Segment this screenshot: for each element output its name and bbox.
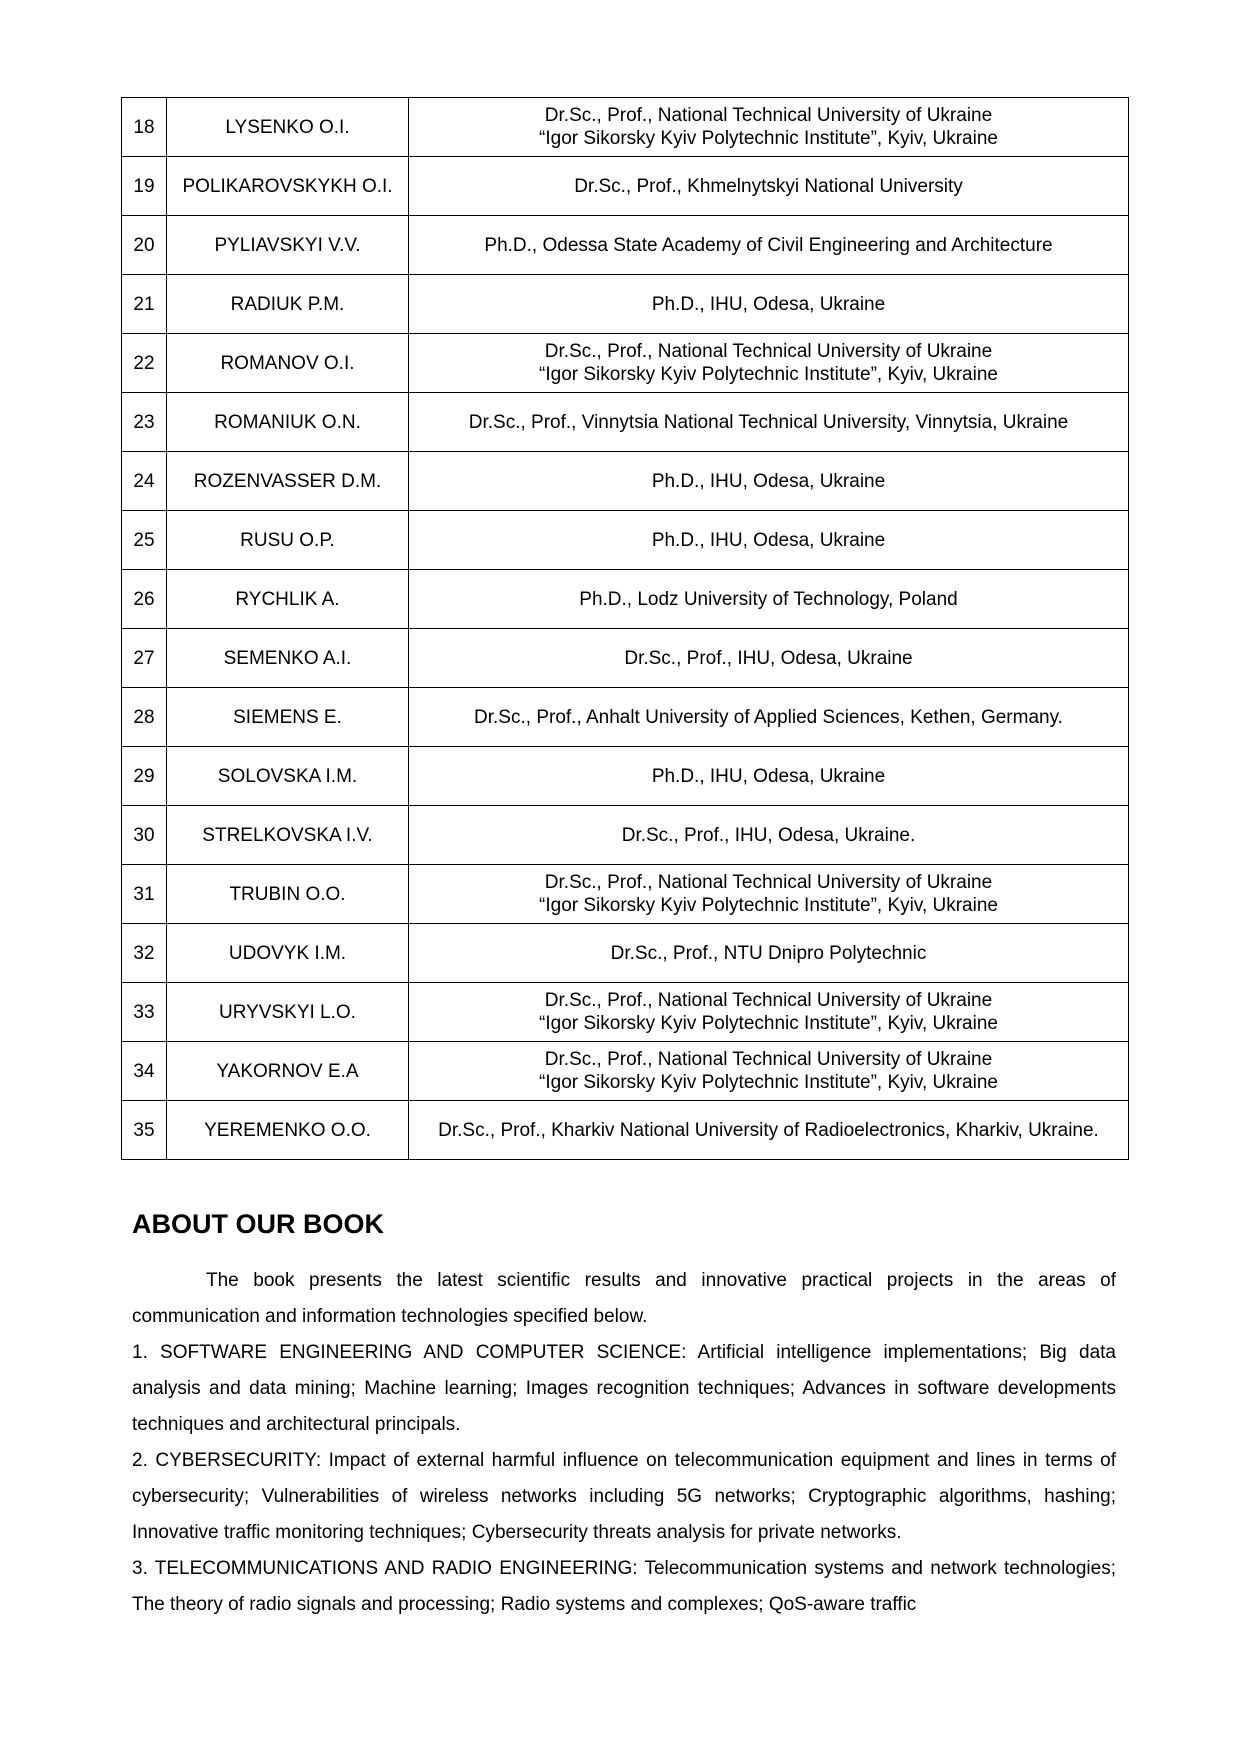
reviewer-name: SEMENKO A.I. [167,629,409,688]
row-number: 22 [122,334,167,393]
reviewer-affiliation [409,98,1129,157]
row-number: 21 [122,275,167,334]
table-row [122,157,1129,216]
row-number: 19 [122,157,167,216]
reviewer-name: YEREMENKO O.O. [167,1101,409,1160]
row-number: 26 [122,570,167,629]
reviewer-affiliation [409,157,1129,216]
reviewers-table [121,97,1129,1160]
reviewer-name: YAKORNOV E.A [167,1042,409,1101]
affiliation-line: Dr.Sc., Prof., National Technical University of Ukraine [544,1049,993,1070]
reviewer-affiliation [409,570,1129,629]
reviewers-table-body [122,98,1129,1160]
row-number: 34 [122,1042,167,1101]
table-row [122,1042,1129,1101]
row-number: 23 [122,393,167,452]
reviewer-name: TRUBIN O.O. [167,865,409,924]
reviewer-name: ROZENVASSER D.M. [167,452,409,511]
row-number: 33 [122,983,167,1042]
affiliation-line: Ph.D., Odessa State Academy of Civil Engineering and Architecture [484,234,1053,256]
reviewer-name: PYLIAVSKYI V.V. [167,216,409,275]
table-row [122,570,1129,629]
affiliation-line: Dr.Sc., Prof., National Technical University of Ukraine [544,105,993,126]
reviewer-affiliation [409,747,1129,806]
table-row [122,393,1129,452]
reviewer-affiliation [409,334,1129,393]
affiliation-line: Dr.Sc., Prof., Vinnytsia National Technical University, Vinnytsia, Ukraine [468,411,1069,433]
affiliation-line: Dr.Sc., Prof., IHU, Odesa, Ukraine [624,647,913,669]
reviewer-affiliation [409,806,1129,865]
reviewer-affiliation [409,452,1129,511]
reviewer-affiliation [409,1101,1129,1160]
table-row [122,806,1129,865]
reviewer-name: SOLOVSKA I.M. [167,747,409,806]
affiliation-line: Ph.D., IHU, Odesa, Ukraine [651,529,886,551]
affiliation-line: “Igor Sikorsky Kyiv Polytechnic Institute”, Kyiv, Ukraine [539,128,998,149]
table-row [122,334,1129,393]
topic-paragraph-software: 1. SOFTWARE ENGINEERING AND COMPUTER SCIENCE: Artificial intelligence implementations; Big data analysis and data mining; Machine learning; Images recognition techniques; Advances in software developments techniques and architectural principals. [132,1342,1116,1435]
table-row [122,216,1129,275]
row-number: 18 [122,98,167,157]
reviewer-name: STRELKOVSKA I.V. [167,806,409,865]
affiliation-line: Dr.Sc., Prof., Anhalt University of Applied Sciences, Kethen, Germany. [474,706,1063,728]
table-row [122,688,1129,747]
affiliation-line: “Igor Sikorsky Kyiv Polytechnic Institute”, Kyiv, Ukraine [539,364,998,385]
table-row [122,98,1129,157]
reviewer-affiliation [409,393,1129,452]
row-number: 24 [122,452,167,511]
reviewer-name: UDOVYK I.M. [167,924,409,983]
reviewer-name: SIEMENS E. [167,688,409,747]
row-number: 35 [122,1101,167,1160]
row-number: 20 [122,216,167,275]
affiliation-line: Dr.Sc., Prof., National Technical University of Ukraine [544,341,993,362]
reviewer-affiliation [409,924,1129,983]
table-row [122,452,1129,511]
affiliation-line: “Igor Sikorsky Kyiv Polytechnic Institute”, Kyiv, Ukraine [539,1072,998,1093]
reviewer-affiliation [409,1042,1129,1101]
reviewer-name: URYVSKYI L.O. [167,983,409,1042]
intro-paragraph: The book presents the latest scientific results and innovative practical projects in the areas of communication and information technologies specified below. [132,1270,1116,1327]
table-row [122,747,1129,806]
table-row [122,1101,1129,1160]
reviewer-affiliation [409,629,1129,688]
affiliation-line: Dr.Sc., Prof., IHU, Odesa, Ukraine. [621,824,916,846]
row-number: 25 [122,511,167,570]
topic-paragraph-cybersecurity: 2. CYBERSECURITY: Impact of external harmful influence on telecommunication equipment and lines in terms of cybersecurity; Vulnerabilities of wireless networks including 5G networks; Cryptographic algorithms, hashing; Innovative traffic monitoring techniques; Cybersecurity threats analysis for private networks. [132,1450,1116,1543]
topic-paragraph-telecom: 3. TELECOMMUNICATIONS AND RADIO ENGINEERING: Telecommunication systems and network technologies; The theory of radio signals and processing; Radio systems and complexes; QoS-aware traffic [132,1558,1116,1615]
table-row [122,865,1129,924]
affiliation-line: Dr.Sc., Prof., NTU Dnipro Polytechnic [610,942,927,964]
reviewer-affiliation [409,865,1129,924]
affiliation-line: “Igor Sikorsky Kyiv Polytechnic Institute”, Kyiv, Ukraine [539,895,998,916]
affiliation-line: Ph.D., IHU, Odesa, Ukraine [651,293,886,315]
row-number: 30 [122,806,167,865]
row-number: 32 [122,924,167,983]
affiliation-line: Ph.D., IHU, Odesa, Ukraine [651,470,886,492]
table-row [122,983,1129,1042]
affiliation-line: Dr.Sc., Prof., Khmelnytskyi National University [574,175,963,197]
affiliation-line: Dr.Sc., Prof., National Technical University of Ukraine [544,872,993,893]
reviewer-affiliation [409,216,1129,275]
reviewer-name: POLIKAROVSKYKH O.I. [167,157,409,216]
table-row [122,275,1129,334]
affiliation-line: Ph.D., IHU, Odesa, Ukraine [651,765,886,787]
reviewer-affiliation [409,983,1129,1042]
row-number: 28 [122,688,167,747]
table-row [122,511,1129,570]
affiliation-line: Dr.Sc., Prof., Kharkiv National University of Radioelectronics, Kharkiv, Ukraine. [438,1119,1099,1141]
about-body [132,1263,1116,1623]
affiliation-line: Dr.Sc., Prof., National Technical University of Ukraine [544,990,993,1011]
row-number: 31 [122,865,167,924]
reviewer-affiliation [409,511,1129,570]
table-row [122,629,1129,688]
reviewer-name: ROMANIUK O.N. [167,393,409,452]
section-title: ABOUT OUR BOOK [132,1209,384,1239]
affiliation-line: “Igor Sikorsky Kyiv Polytechnic Institute”, Kyiv, Ukraine [539,1013,998,1034]
row-number: 27 [122,629,167,688]
reviewer-name: LYSENKO O.I. [167,98,409,157]
affiliation-line: Ph.D., Lodz University of Technology, Poland [579,588,958,610]
reviewer-name: RUSU O.P. [167,511,409,570]
reviewer-name: ROMANOV O.I. [167,334,409,393]
table-row [122,924,1129,983]
reviewer-name: RADIUK P.M. [167,275,409,334]
row-number: 29 [122,747,167,806]
reviewer-affiliation [409,275,1129,334]
reviewer-affiliation [409,688,1129,747]
reviewer-name: RYCHLIK A. [167,570,409,629]
